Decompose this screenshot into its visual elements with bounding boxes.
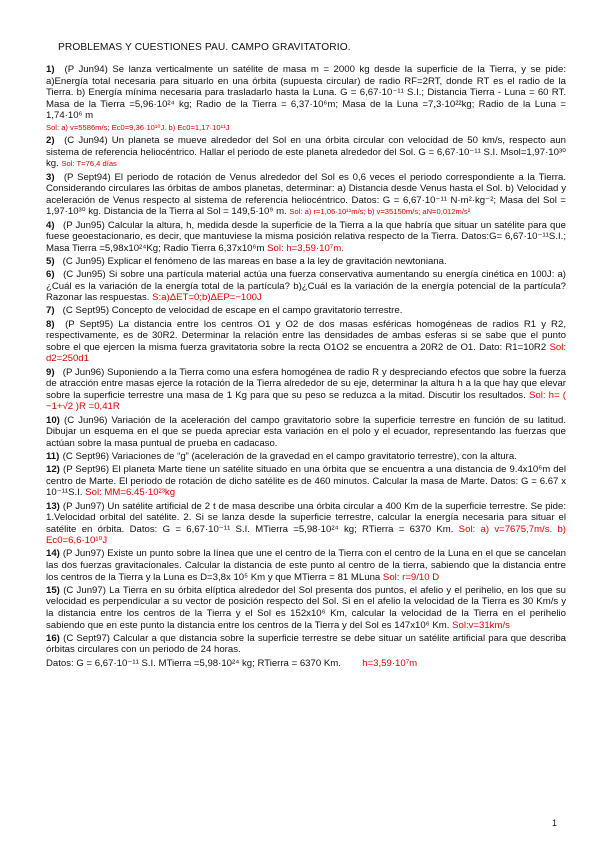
problem-number: 6) [46,269,55,281]
problem-number: 11) [46,450,60,462]
problem-item [46,451,566,463]
problem-text: (P Jun95) Calcular la altura, h, medida desde la superficie de la Tierra a la que habría que situar un satélite para que fuese geoestacionario, es decir, que mantuviese la misma posición relativa respecto de la Tierra. Datos:G= 6,67·10⁻¹¹S.I.; Masa Tierra =5,98x10²⁴Kg; Radio Tierra 6,37x10⁶m [46,219,567,254]
problem-text: (C Sept95) Concepto de velocidad de escape en el campo gravitatorio terrestre. [62,305,403,317]
problem-text: (C Sept96) Variaciones de “g” (aceleración de la gravedad en el campo gravitatorio terrestre), con la altura. [62,450,517,462]
problem-number: 7) [46,305,55,317]
problem-text: (C Sept97) Calcular a que distancia sobre la superficie terrestre se debe situar un satélite artificial para que describa órbitas circulares con un periodo de 24 horas. [46,632,566,656]
page-number: 1 [552,818,558,828]
problem-item [46,305,566,317]
problem-item [46,585,566,631]
problem-text: (P Jun96) Suponiendo a la Tierra como una esfera homogénea de radio R y despreciando efectos que sobre la fuerza de atracción entre masas ejerce la rotación de la Tierra alrededor de su eje, determinar la altura h a la que hay que elevar sobre la superficie terrestre una masa de 1 Kg para que su peso se reduzca a la mitad. Discutir los resultados. [46,366,566,401]
page-title: PROBLEMAS Y CUESTIONES PAU. CAMPO GRAVITATORIO. [58,42,351,53]
problem-solution: Sol: h=3,59·10⁷m. [267,242,344,254]
problem-text: (P Jun97) Un satélite artificial de 2 t de masa describe una órbita circular a 400 Km de la superficie terrestre. Se pide: 1.Velocidad orbital del satélite. 2. Si se lanza desde la superficie terrestre, calcular la energía necesaria para situar el satélite en órbita. Datos: G = 6,67·10⁻¹¹ S.I. MTierra =5,98·10²⁴ kg; RTierra = 6370 Km. [46,500,566,535]
problem-number: 5) [46,255,55,267]
problem-solution: Sol: r=9/10 D [382,571,440,583]
problem-number: 16) [46,632,60,644]
problem-item [46,367,566,413]
problem-number: 12) [46,464,60,476]
problem-solution: Sol: T=76,4 días [61,159,117,169]
problem-solution: Sol: a) r=1,06·10¹¹m/s; b) v=35150m/s; aN=0,012m/s² [289,207,471,217]
problem-item [46,256,566,268]
problem-number: 10) [46,414,60,426]
problem-item [46,269,566,304]
problem-solution: Sol: h= ( −1+√2 )R =0,41R [46,389,566,413]
problem-item [46,220,566,255]
problem-text: (P Sept96) El planeta Marte tiene un satélite situado en una órbita que se encuentra a una distancia de 9.4x10⁶m del centro de Marte. El periodo de rotación de dicho satélite es de 460 minutos. Calcular la masa de Marte. Datos: G = 6.67 x 10⁻¹¹S.I. [46,464,566,499]
problem-number: 8) [46,318,55,330]
final-data-row [46,658,566,670]
problem-item [46,172,566,218]
problem-text: (P Jun97) Existe un punto sobre la línea que une el centro de la Tierra con el centro de la Luna en el que se cancelan las dos fuerzas gravitacionales. Calcular la distancia de este punto al centro de la tierra, sabiendo que la distancia entre los centros de la Tierra y la Luna es D=3,8x 10⁵ Km y que MTierra = 81 MLuna [46,548,567,583]
problem-number: 2) [46,135,55,147]
problem-solution: S:a)ΔET=0;b)ΔEP=−100J [152,292,262,304]
problem-text: (C Jun94) Un planeta se mueve alrededor del Sol en una órbita circular con velocidad de 50 km/s, respecto aun sistema de referencia heliocéntrico. Hallar el periodo de este planeta alrededor del Sol. G = 6,67·10⁻¹¹ S.I. Msol=1,97·10³⁰ kg. [46,135,566,170]
problem-number: 9) [46,366,55,378]
problem-number: 14) [46,548,60,560]
problem-item [46,464,566,499]
problem-solution: Sol: a) v=5586m/s; Ec0=9,36·10¹⁰J. b) Ec0=1,17·10¹¹J [46,122,230,132]
final-solution: h=3,59·10⁷m [362,657,418,669]
problem-text: (C Jun95) Si sobre una partícula material actúa una fuerza conservativa aumentando su energía cinética en 100J: a)¿Cuál es la variación de la energía total de la partícula? b)¿Cuál es la variación de la energía potencial de la partícula? Razonar las respuestas. [46,269,566,304]
problem-item [46,64,566,134]
problem-text: (P Sept95) La distancia entre los centros O1 y O2 de dos masas esféricas homogéneas de radios R1 y R2, respectivamente, es de 30R2. Determinar la relación entre las densidades de ambas esferas si se sabe que el punto sobre el que ejercen la misma fuerza gravitatoria sobre la recta O1O2 se encuentra a 20R2 de O1. Dato: R1=10R2 [46,318,566,353]
problem-list [46,64,566,671]
problem-solution: Sol:v=31km/s [452,619,510,631]
problem-text: (C Jun96) Variación de la aceleración del campo gravitatorio sobre la superficie terrestre en función de su latitud. Dibujar un esquema en el que se pueda apreciar esta variación en el polo y el ecuador, representando las fuerzas que actúan sobre la masa puntual de prueba en cadacaso. [46,414,567,449]
problem-number: 13) [46,500,60,512]
problem-item [46,319,566,365]
problem-item [46,548,566,583]
problem-text: (C Jun97) La Tierra en su órbita elíptica alrededor del Sol presenta dos puntos, el afelio y el perihelio, en los que su velocidad es perpendicular a su vector de posición respecto del Sol. Si en el afelio la velocidad de la Tierra es 30 Km/s y la distancia entre los centros de la Tierra y el Sol es 152x10⁶ Km, calcular la velocidad de la Tierra en el perihelio sabiendo que en este punto la distancia entre los centros de la Tierra y del Sol es 147x10⁶ Km. [46,584,566,631]
problem-number: 4) [46,219,55,231]
problem-solution: Sol: MM=6.45·10²³kg [85,487,176,499]
problem-solution: Sol: d2=250d1 [46,341,567,365]
problem-item [46,135,566,170]
problem-text: (C Jun95) Explicar el fenómeno de las mareas en base a la ley de gravitación newtoniana. [62,255,447,267]
problem-number: 15) [46,584,60,596]
problem-item [46,633,566,656]
problem-solution: Sol: a) v=7675,7m/s. b) Ec0=6,6·10¹⁰J [46,523,566,547]
problem-item [46,415,566,450]
final-data-line: Datos: G = 6,67·10⁻¹¹ S.I. MTierra =5,98·10²⁴ kg; RTierra = 6370 Km. [46,657,341,669]
problem-text: (P Sept94) El periodo de rotación de Venus alrededor del Sol es 0,6 veces el periodo correspondiente a la Tierra. Considerando circulares las órbitas de ambos planetas, determinar: a) Distancia desde Venus hasta el Sol. b) Velocidad y aceleración de Venus respecto al sistema de referencia heliocéntrico. Datos: G = 6,67·10⁻¹¹ N·m²·kg⁻²; Masa del Sol = 1,97·10³⁰ kg. Distancia de la Tierra al Sol = 149,5·10⁹ m. [46,171,567,218]
problem-number: 3) [46,171,55,183]
problem-text: (P Jun94) Se lanza verticalmente un satélite de masa m = 2000 kg desde la superficie de la Tierra, y se pide: a)Energía total necesaria para situarlo en una órbita (supuesta circular) de radio RF=2RT, donde RT es el radio de la Tierra. b) Energía mínima necesaria para trasladarlo hasta la Luna. G = 6,67·10⁻¹¹ S.I.; Distancia Tierra - Luna = 60 RT. Masa de la Tierra =5,96·10²⁴ kg; Radio de la Tierra = 6,37·10⁶m; Masa de la Luna =7,3·10²²kg; Radio de la Luna = 1,74·10⁶ m [46,64,566,122]
problem-number: 1) [46,64,55,75]
problem-item [46,501,566,547]
